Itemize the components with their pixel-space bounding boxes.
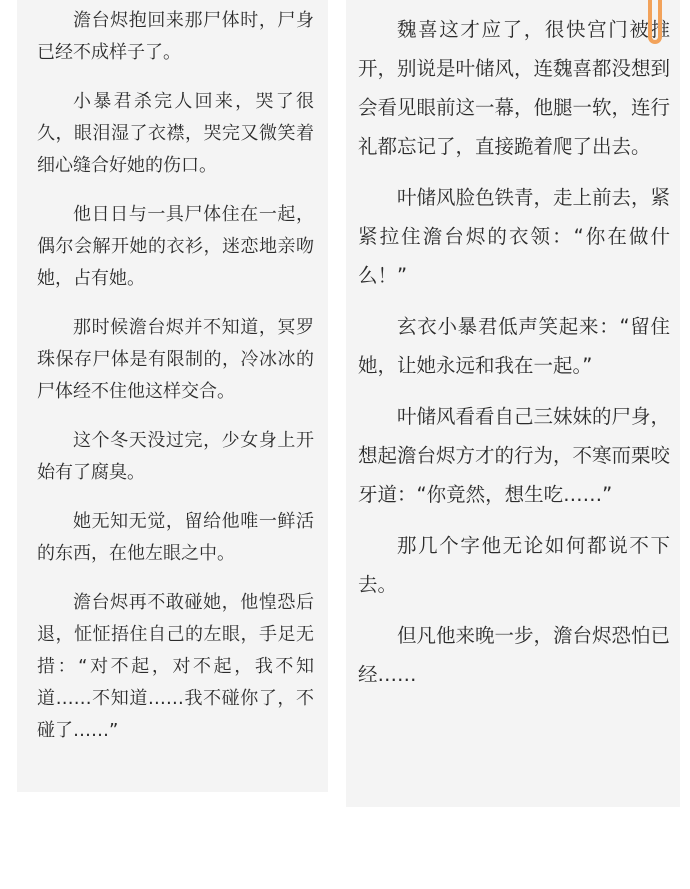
paragraph: 他日日与一具尸体住在一起，偶尔会解开她的衣衫，迷恋地亲吻她，占有她。	[37, 204, 314, 289]
paragraph: 叶储风脸色铁青，走上前去，紧紧拉住澹台烬的衣领：“你在做什么！”	[358, 186, 671, 287]
paragraph: 这个冬天没过完，少女身上开始有了腐臭。	[37, 430, 314, 483]
paragraph: 魏喜这才应了，很快宫门被推开，别说是叶储风，连魏喜都没想到会看见眼前这一幕，他腿一软，连行礼都忘记了，直接跪着爬了出去。	[358, 18, 671, 158]
paragraph: 澹台烬再不敢碰她，他惶恐后退，怔怔捂住自己的左眼，手足无措：“对不起，对不起，我不知道……不知道……我不碰你了，不碰了……”	[37, 592, 314, 741]
paragraph: 澹台烬抱回来那尸体时，尸身已经不成样子了。	[37, 10, 314, 63]
paragraph: 那几个字他无论如何都说不下去。	[358, 534, 670, 596]
paragraph: 但凡他来晚一步，澹台烬恐怕已经……	[358, 624, 671, 686]
left-text-panel	[17, 0, 328, 792]
paragraph: 那时候澹台烬并不知道，冥罗珠保存尸体是有限制的，冷冰冰的尸体经不住他这样交合。	[37, 317, 314, 402]
right-text-panel	[346, 0, 680, 807]
paragraph: 小暴君杀完人回来，哭了很久，眼泪湿了衣襟，哭完又微笑着细心缝合好她的伤口。	[37, 91, 314, 176]
paragraph: 玄衣小暴君低声笑起来：“留住她，让她永远和我在一起。”	[358, 315, 670, 377]
paragraph: 她无知无觉，留给他唯一鲜活的东西，在他左眼之中。	[37, 511, 314, 564]
scroll-handle[interactable]	[648, 0, 662, 44]
paragraph: 叶储风看看自己三妹妹的尸身，想起澹台烬方才的行为，不寒而栗咬牙道：“你竟然，想生吃……”	[358, 405, 671, 506]
